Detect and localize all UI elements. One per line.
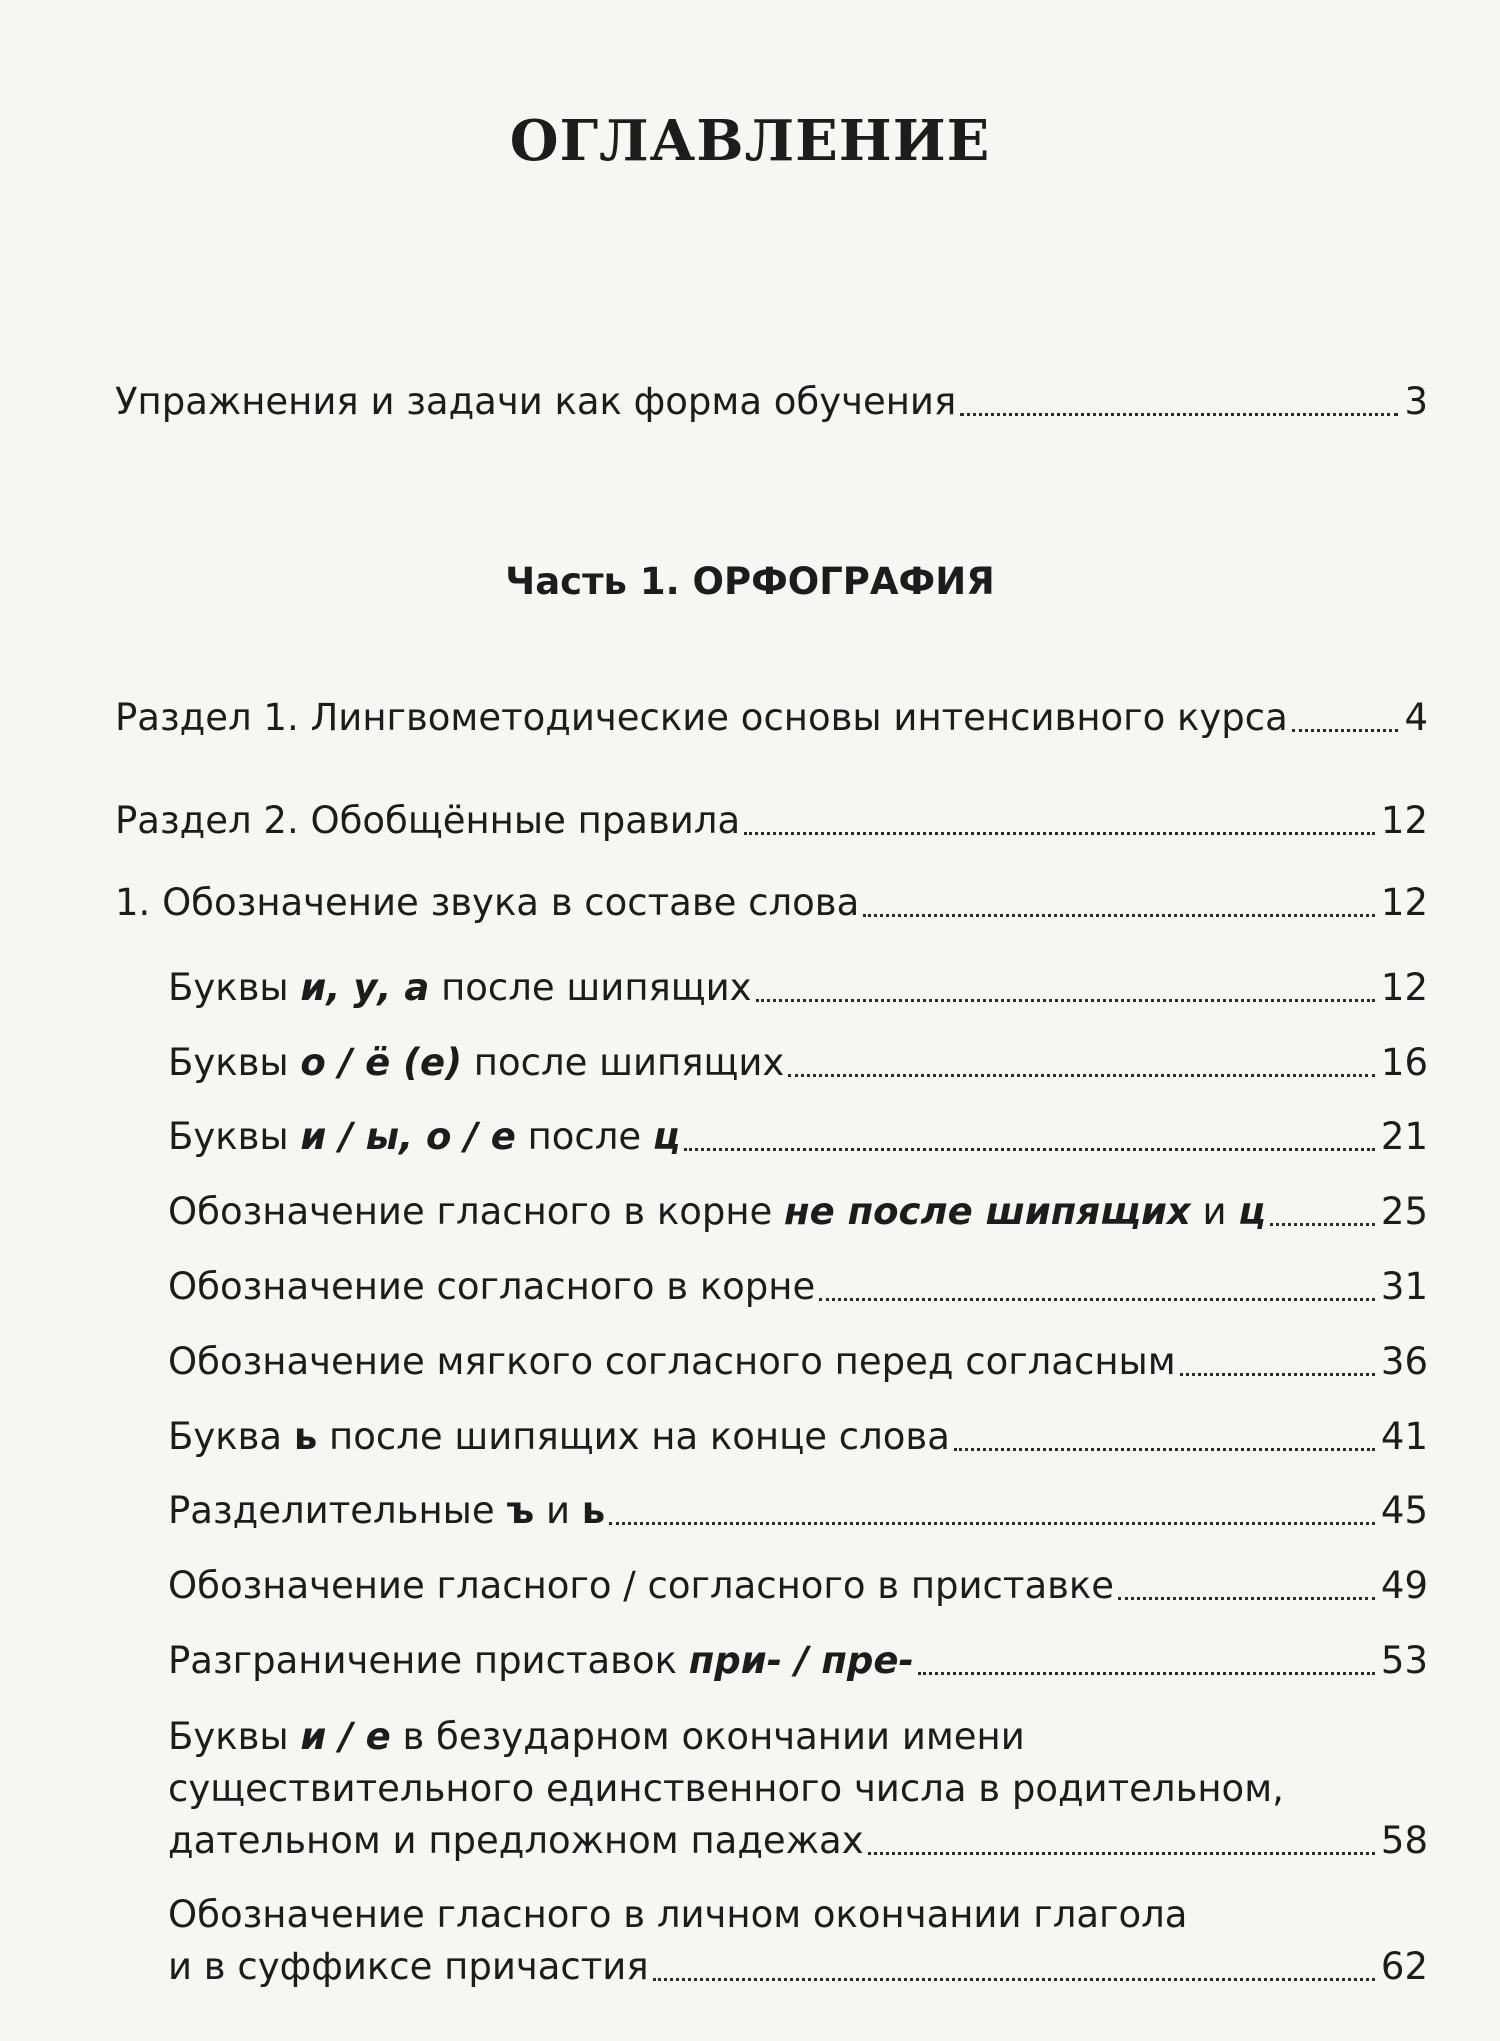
dot-leader <box>788 1074 1375 1077</box>
toc-page-number: 12 <box>1380 966 1428 1009</box>
dot-leader <box>819 1298 1375 1301</box>
toc-entry-verb-endings <box>168 1889 1428 1993</box>
dot-leader <box>744 832 1375 835</box>
toc-entry-o-yo-after-sibilants <box>168 1037 1428 1089</box>
toc-page-number: 53 <box>1380 1639 1428 1682</box>
toc-entry-label: Раздел 2. Обобщённые правила <box>115 799 741 842</box>
toc-entry-section-2 <box>115 795 1428 847</box>
dot-leader <box>756 999 1375 1002</box>
toc-page-number: 12 <box>1380 881 1428 924</box>
toc-entry-label: Буквы и, у, а после шипящих <box>168 966 752 1009</box>
toc-entry-label: Раздел 1. Лингвометодические основы интенсивного курса <box>115 696 1288 739</box>
toc-entry-after-ts <box>168 1111 1428 1163</box>
dot-leader <box>918 1672 1375 1675</box>
toc-entry-vowel-in-root <box>168 1186 1428 1238</box>
toc-entry-label: существительного единственного числа в родительном, <box>168 1767 1284 1810</box>
part-title: Часть 1. ОРФОГРАФИЯ <box>505 560 995 603</box>
toc-page-number: 62 <box>1380 1945 1428 1988</box>
toc-entry-intro <box>115 376 1428 428</box>
toc-page-number: 3 <box>1404 380 1428 423</box>
toc-entry-label: Обозначение мягкого согласного перед согласным <box>168 1340 1176 1383</box>
toc-entry-pri-pre <box>168 1635 1428 1687</box>
toc-entry-label: Буквы и / ы, о / е после ц <box>168 1115 681 1158</box>
dot-leader <box>1180 1373 1375 1376</box>
dot-leader <box>863 914 1375 917</box>
toc-entry-label: Буквы и / е в безударном окончании имени <box>168 1715 1025 1758</box>
toc-entry-separating-signs <box>168 1485 1428 1537</box>
toc-page-number: 25 <box>1380 1190 1428 1233</box>
toc-entry-subsection-1 <box>115 877 1428 929</box>
toc-entry-soft-sign <box>168 1411 1428 1463</box>
toc-entry-label: 1. Обозначение звука в составе слова <box>115 881 860 924</box>
dot-leader <box>653 1978 1375 1981</box>
dot-leader <box>954 1448 1375 1451</box>
toc-entry-soft-consonant <box>168 1336 1428 1388</box>
toc-entry-label: Обозначение гласного в личном окончании глагола <box>168 1893 1188 1936</box>
toc-entry-label: Обозначение согласного в корне <box>168 1265 816 1308</box>
dot-leader <box>1118 1597 1375 1600</box>
dot-leader <box>609 1522 1375 1525</box>
dot-leader <box>960 413 1398 416</box>
toc-page-number: 36 <box>1380 1340 1428 1383</box>
toc-entry-label: Разграничение приставок при- / пре- <box>168 1639 914 1682</box>
dot-leader <box>684 1148 1375 1151</box>
toc-page-number: 12 <box>1380 799 1428 842</box>
toc-page-number: 45 <box>1380 1489 1428 1532</box>
toc-page-number: 21 <box>1380 1115 1428 1158</box>
toc-entry-label: Буква ь после шипящих на конце слова <box>168 1415 950 1458</box>
toc-page-number: 41 <box>1380 1415 1428 1458</box>
page-title: ОГЛАВЛЕНИЕ <box>509 108 991 174</box>
dot-leader <box>1270 1223 1375 1226</box>
toc-page-number: 16 <box>1380 1041 1428 1084</box>
toc-entry-label: дательном и предложном падежах <box>168 1819 864 1862</box>
toc-page-number: 31 <box>1380 1265 1428 1308</box>
toc-entry-label: Разделительные ъ и ь <box>168 1489 606 1532</box>
dot-leader <box>868 1852 1375 1855</box>
toc-entry-prefix <box>168 1560 1428 1612</box>
toc-entry-label: и в суффиксе причастия <box>168 1945 649 1988</box>
toc-entry-consonant-in-root <box>168 1261 1428 1313</box>
toc-page-number: 49 <box>1380 1564 1428 1607</box>
toc-entry-noun-endings <box>168 1711 1428 1867</box>
toc-entry-letters-after-sibilants <box>168 962 1428 1014</box>
toc-entry-label: Упражнения и задачи как форма обучения <box>115 380 957 423</box>
toc-entry-label: Буквы о / ё (е) после шипящих <box>168 1041 785 1084</box>
dot-leader <box>1292 729 1399 732</box>
toc-page-number: 4 <box>1404 696 1428 739</box>
toc-page-number: 58 <box>1380 1819 1428 1862</box>
toc-entry-label: Обозначение гласного в корне не после шипящих и ц <box>168 1190 1266 1233</box>
toc-entry-label: Обозначение гласного / согласного в приставке <box>168 1564 1115 1607</box>
toc-entry-section-1 <box>115 692 1428 744</box>
